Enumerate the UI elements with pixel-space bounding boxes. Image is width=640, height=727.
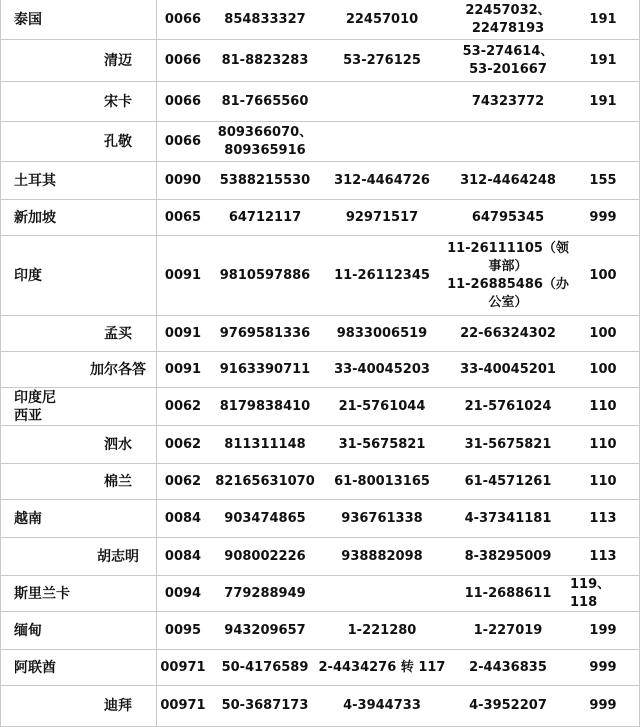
office-phone-cell <box>446 122 570 161</box>
country-code-cell: 0084 <box>164 548 202 564</box>
table-row <box>0 426 640 464</box>
city-cell: 棉兰 <box>104 473 132 490</box>
emergency-number-cell: 100 <box>589 267 617 283</box>
duty-phone-cell: 1-221280 <box>347 622 417 638</box>
emergency-number-cell: 113 <box>589 548 617 564</box>
emergency-number-cell: 110 <box>589 398 617 414</box>
country-cell: 越南 <box>14 510 42 527</box>
mobile-phone-cell: 779288949 <box>224 585 306 601</box>
country-cell <box>14 82 80 121</box>
table-row <box>0 200 640 236</box>
city-cell <box>82 0 154 39</box>
duty-phone-cell <box>318 576 446 611</box>
table-row <box>0 388 640 426</box>
duty-phone-cell: 312-4464726 <box>334 172 430 188</box>
emergency-number-cell: 191 <box>589 93 617 109</box>
duty-phone-cell: 2-4434276 转 117 <box>318 659 446 675</box>
country-code-cell: 0066 <box>164 93 202 109</box>
office-phone-cell: 61-4571261 <box>464 473 552 489</box>
emergency-number-cell: 155 <box>589 172 617 188</box>
table-row <box>0 576 640 612</box>
city-cell <box>82 576 154 611</box>
country-code-cell: 0062 <box>164 473 202 489</box>
country-cell: 印度尼 西亚 <box>14 389 56 424</box>
emergency-number-cell: 191 <box>589 11 617 27</box>
country-code-cell: 0062 <box>164 398 202 414</box>
mobile-phone-cell: 5388215530 <box>219 172 311 188</box>
office-phone-cell: 64795345 <box>471 209 545 225</box>
duty-phone-cell: 31-5675821 <box>338 436 426 452</box>
table-row <box>0 0 640 40</box>
country-cell: 阿联酋 <box>14 659 56 676</box>
column-divider <box>0 0 1 727</box>
country-cell <box>14 316 80 351</box>
mobile-phone-cell: 50-3687173 <box>221 698 309 713</box>
mobile-phone-cell: 943209657 <box>224 622 306 638</box>
duty-phone-cell: 21-5761044 <box>338 398 426 414</box>
city-cell: 加尔各答 <box>90 361 146 378</box>
office-phone-cell: 11-2688611 <box>464 585 552 601</box>
country-cell <box>14 122 80 161</box>
country-cell: 土耳其 <box>14 172 56 189</box>
mobile-phone-cell: 9163390711 <box>219 361 311 377</box>
office-phone-cell: 8-38295009 <box>464 548 552 564</box>
office-phone-cell: 2-4436835 <box>469 659 547 675</box>
country-code-cell: 0066 <box>164 133 202 149</box>
table-row <box>0 40 640 82</box>
emergency-number-cell: 100 <box>589 361 617 377</box>
city-cell <box>82 612 154 649</box>
city-cell <box>82 236 154 315</box>
duty-phone-cell: 53-276125 <box>343 52 421 68</box>
city-cell <box>82 162 154 199</box>
country-cell: 斯里兰卡 <box>14 585 70 602</box>
duty-phone-cell: 92971517 <box>345 209 419 225</box>
office-phone-cell: 53-274614、 53-201667 <box>462 43 554 77</box>
mobile-phone-cell: 9810597886 <box>219 267 311 283</box>
office-phone-cell: 31-5675821 <box>464 436 552 452</box>
city-cell <box>82 500 154 537</box>
office-phone-cell: 21-5761024 <box>464 398 552 414</box>
duty-phone-cell: 33-40045203 <box>334 361 430 377</box>
office-phone-cell: 22457032、 22478193 <box>465 2 551 36</box>
emergency-number-cell: 119、118 <box>570 576 611 610</box>
column-divider <box>156 0 157 727</box>
table-row <box>0 162 640 200</box>
mobile-phone-cell: 50-4176589 <box>221 659 309 675</box>
table-row <box>0 686 640 727</box>
city-cell: 宋卡 <box>104 93 132 110</box>
mobile-phone-cell: 81-7665560 <box>221 93 309 109</box>
country-cell <box>14 426 80 463</box>
table-row <box>0 122 640 162</box>
table-row <box>0 352 640 388</box>
city-cell: 泗水 <box>104 436 132 453</box>
mobile-phone-cell: 908002226 <box>224 548 306 564</box>
country-cell <box>14 40 80 81</box>
country-code-cell: 0091 <box>164 325 202 341</box>
mobile-phone-cell: 903474865 <box>224 510 306 526</box>
country-code-cell: 0084 <box>164 510 202 526</box>
country-cell: 新加坡 <box>14 209 56 226</box>
duty-phone-cell: 936761338 <box>341 510 423 526</box>
table-row <box>0 538 640 576</box>
emergency-number-cell: 999 <box>589 698 617 713</box>
country-cell <box>14 686 80 726</box>
emergency-number-cell: 110 <box>589 436 617 452</box>
mobile-phone-cell: 9769581336 <box>219 325 311 341</box>
emergency-number-cell: 999 <box>589 209 617 225</box>
mobile-phone-cell: 809366070、 809365916 <box>217 124 313 158</box>
country-cell: 泰国 <box>14 11 42 28</box>
table-row <box>0 500 640 538</box>
duty-phone-cell: 4-3944733 <box>343 698 421 713</box>
city-cell <box>82 388 154 425</box>
table-row <box>0 464 640 500</box>
country-cell <box>14 352 80 387</box>
country-cell <box>14 464 80 499</box>
office-phone-cell: 74323772 <box>471 93 545 109</box>
office-phone-cell: 4-3952207 <box>469 698 547 713</box>
city-cell: 清迈 <box>104 52 132 69</box>
city-cell <box>82 200 154 235</box>
duty-phone-cell: 938882098 <box>341 548 423 564</box>
table-row <box>0 316 640 352</box>
country-code-cell: 0062 <box>164 436 202 452</box>
country-code-cell: 0091 <box>164 361 202 377</box>
city-cell: 迪拜 <box>104 698 132 714</box>
duty-phone-cell <box>318 82 446 121</box>
country-code-cell: 0066 <box>164 11 202 27</box>
country-code-cell: 0090 <box>164 172 202 188</box>
office-phone-cell: 11-26111105（领 事部） 11-26885486（办 公室） <box>447 240 569 310</box>
emergency-number-cell: 100 <box>589 325 617 341</box>
office-phone-cell: 4-37341181 <box>464 510 552 526</box>
country-code-cell: 00971 <box>160 659 206 675</box>
emergency-number-cell: 113 <box>589 510 617 526</box>
duty-phone-cell: 11-26112345 <box>334 267 430 283</box>
country-cell: 缅甸 <box>14 622 42 639</box>
country-cell: 印度 <box>14 267 42 284</box>
country-code-cell: 0065 <box>164 209 202 225</box>
country-code-cell: 0094 <box>164 585 202 601</box>
emergency-number-cell <box>570 122 636 161</box>
country-code-cell: 0091 <box>164 267 202 283</box>
city-cell: 孟买 <box>104 325 132 342</box>
duty-phone-cell: 61-80013165 <box>334 473 430 489</box>
emergency-number-cell: 199 <box>589 622 617 638</box>
emergency-number-cell: 191 <box>589 52 617 68</box>
duty-phone-cell: 22457010 <box>345 11 419 27</box>
table-row <box>0 236 640 316</box>
emergency-number-cell: 999 <box>589 659 617 675</box>
duty-phone-cell <box>318 122 446 161</box>
office-phone-cell: 312-4464248 <box>460 172 556 188</box>
country-code-cell: 0066 <box>164 52 202 68</box>
mobile-phone-cell: 81-8823283 <box>221 52 309 68</box>
city-cell: 孔敬 <box>104 133 132 150</box>
country-cell <box>14 538 80 575</box>
country-code-cell: 00971 <box>160 698 206 713</box>
table-row <box>0 650 640 686</box>
mobile-phone-cell: 811311148 <box>224 436 306 452</box>
office-phone-cell: 1-227019 <box>473 622 543 638</box>
mobile-phone-cell: 854833327 <box>224 11 306 27</box>
country-code-cell: 0095 <box>164 622 202 638</box>
city-cell: 胡志明 <box>97 548 139 565</box>
office-phone-cell: 33-40045201 <box>460 361 556 377</box>
table-row <box>0 612 640 650</box>
table-row <box>0 82 640 122</box>
duty-phone-cell: 9833006519 <box>336 325 428 341</box>
city-cell <box>82 650 154 685</box>
emergency-number-cell: 110 <box>589 473 617 489</box>
mobile-phone-cell: 64712117 <box>228 209 302 225</box>
mobile-phone-cell: 82165631070 <box>215 473 315 489</box>
office-phone-cell: 22-66324302 <box>460 325 556 341</box>
mobile-phone-cell: 8179838410 <box>219 398 311 414</box>
